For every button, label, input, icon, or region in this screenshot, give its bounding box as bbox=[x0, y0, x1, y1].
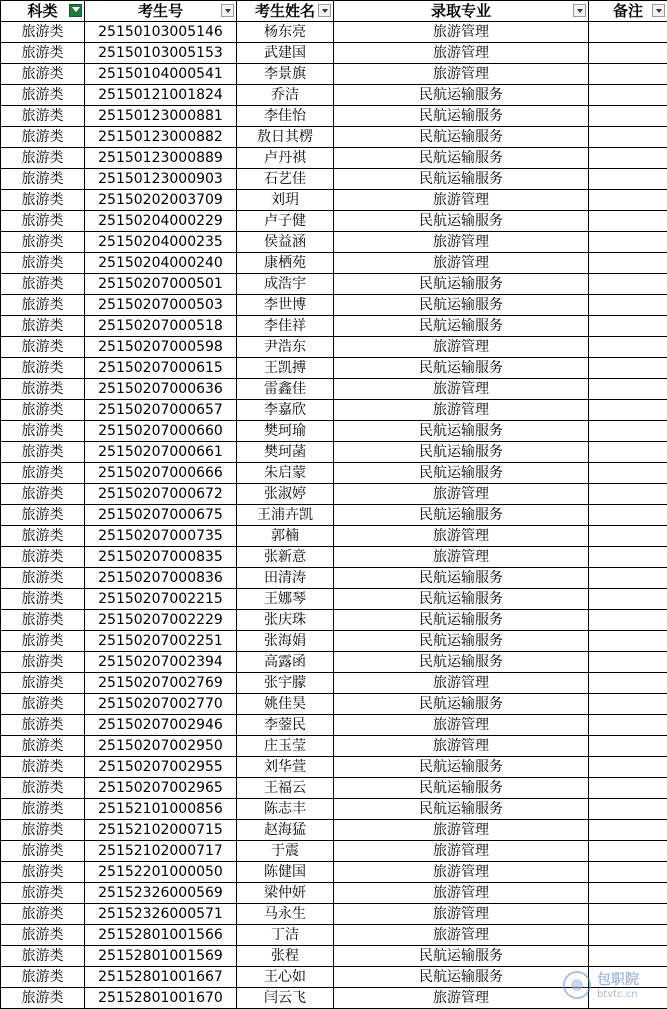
cell-major[interactable]: 旅游管理 bbox=[334, 862, 589, 883]
cell-remark[interactable] bbox=[589, 190, 667, 211]
cell-exam-no[interactable]: 25150207000661 bbox=[85, 442, 237, 463]
cell-name[interactable]: 李景旗 bbox=[237, 64, 334, 85]
cell-major[interactable]: 旅游管理 bbox=[334, 190, 589, 211]
cell-name[interactable]: 刘华萱 bbox=[237, 757, 334, 778]
table-row bbox=[1, 148, 667, 169]
cell-category[interactable]: 旅游类 bbox=[1, 379, 85, 400]
table-row bbox=[1, 64, 667, 85]
cell-remark[interactable] bbox=[589, 925, 667, 946]
cell-category[interactable]: 旅游类 bbox=[1, 526, 85, 547]
cell-category[interactable]: 旅游类 bbox=[1, 925, 85, 946]
cell-name[interactable]: 于震 bbox=[237, 841, 334, 862]
cell-exam-no[interactable]: 25150207000636 bbox=[85, 379, 237, 400]
header-exam-no-label: 考生号 bbox=[138, 2, 183, 20]
table-row bbox=[1, 274, 667, 295]
table-row bbox=[1, 862, 667, 883]
cell-name[interactable]: 刘玥 bbox=[237, 190, 334, 211]
cell-major[interactable]: 旅游管理 bbox=[334, 232, 589, 253]
cell-name[interactable]: 李佳祥 bbox=[237, 316, 334, 337]
cell-exam-no[interactable]: 25150207000836 bbox=[85, 568, 237, 589]
cell-exam-no[interactable]: 25152326000571 bbox=[85, 904, 237, 925]
cell-major[interactable]: 旅游管理 bbox=[334, 484, 589, 505]
table-row bbox=[1, 610, 667, 631]
cell-category[interactable]: 旅游类 bbox=[1, 610, 85, 631]
cell-remark[interactable] bbox=[589, 484, 667, 505]
table-row bbox=[1, 946, 667, 967]
cell-name[interactable]: 王心如 bbox=[237, 967, 334, 988]
filter-dropdown-icon[interactable] bbox=[573, 4, 586, 17]
cell-name[interactable]: 李佳怡 bbox=[237, 106, 334, 127]
cell-name[interactable]: 马永生 bbox=[237, 904, 334, 925]
cell-category[interactable]: 旅游类 bbox=[1, 589, 85, 610]
table-row bbox=[1, 841, 667, 862]
cell-major[interactable]: 民航运输服务 bbox=[334, 358, 589, 379]
table-row bbox=[1, 568, 667, 589]
cell-exam-no[interactable]: 25150123000882 bbox=[85, 127, 237, 148]
header-major bbox=[334, 1, 589, 22]
cell-name[interactable]: 张程 bbox=[237, 946, 334, 967]
cell-major[interactable]: 旅游管理 bbox=[334, 253, 589, 274]
cell-major[interactable]: 民航运输服务 bbox=[334, 442, 589, 463]
cell-name[interactable]: 王浦卉凯 bbox=[237, 505, 334, 526]
table-row bbox=[1, 925, 667, 946]
cell-category[interactable]: 旅游类 bbox=[1, 652, 85, 673]
cell-remark[interactable] bbox=[589, 358, 667, 379]
filter-dropdown-icon[interactable] bbox=[221, 4, 234, 17]
cell-category[interactable]: 旅游类 bbox=[1, 106, 85, 127]
cell-exam-no[interactable]: 25152102000715 bbox=[85, 820, 237, 841]
cell-exam-no[interactable]: 25152326000569 bbox=[85, 883, 237, 904]
cell-exam-no[interactable]: 25150202003709 bbox=[85, 190, 237, 211]
cell-name[interactable]: 石艺佳 bbox=[237, 169, 334, 190]
cell-major[interactable]: 民航运输服务 bbox=[334, 652, 589, 673]
header-exam-no bbox=[85, 1, 237, 22]
cell-major[interactable]: 民航运输服务 bbox=[334, 127, 589, 148]
table-row bbox=[1, 883, 667, 904]
cell-name[interactable]: 李蓥民 bbox=[237, 715, 334, 736]
table-row bbox=[1, 337, 667, 358]
cell-category[interactable]: 旅游类 bbox=[1, 988, 85, 1009]
cell-remark[interactable] bbox=[589, 232, 667, 253]
cell-exam-no[interactable]: 25150123000889 bbox=[85, 148, 237, 169]
table-row bbox=[1, 442, 667, 463]
cell-exam-no[interactable]: 25152101000856 bbox=[85, 799, 237, 820]
cell-major[interactable]: 民航运输服务 bbox=[334, 106, 589, 127]
cell-category[interactable]: 旅游类 bbox=[1, 295, 85, 316]
cell-name[interactable]: 张海娟 bbox=[237, 631, 334, 652]
cell-category[interactable]: 旅游类 bbox=[1, 148, 85, 169]
cell-category[interactable]: 旅游类 bbox=[1, 232, 85, 253]
cell-remark[interactable] bbox=[589, 253, 667, 274]
cell-category[interactable]: 旅游类 bbox=[1, 64, 85, 85]
cell-remark[interactable] bbox=[589, 778, 667, 799]
cell-name[interactable]: 张新意 bbox=[237, 547, 334, 568]
cell-category[interactable]: 旅游类 bbox=[1, 799, 85, 820]
table-row bbox=[1, 400, 667, 421]
table-row bbox=[1, 85, 667, 106]
cell-major[interactable]: 民航运输服务 bbox=[334, 568, 589, 589]
cell-category[interactable]: 旅游类 bbox=[1, 463, 85, 484]
cell-remark[interactable] bbox=[589, 652, 667, 673]
cell-name[interactable]: 李世博 bbox=[237, 295, 334, 316]
cell-major[interactable]: 旅游管理 bbox=[334, 988, 589, 1009]
cell-name[interactable]: 乔洁 bbox=[237, 85, 334, 106]
cell-name[interactable]: 赵海猛 bbox=[237, 820, 334, 841]
cell-category[interactable]: 旅游类 bbox=[1, 337, 85, 358]
cell-name[interactable]: 王凯搏 bbox=[237, 358, 334, 379]
cell-exam-no[interactable]: 25150103005153 bbox=[85, 43, 237, 64]
header-category-label: 科类 bbox=[27, 2, 57, 20]
cell-remark[interactable] bbox=[589, 589, 667, 610]
cell-category[interactable]: 旅游类 bbox=[1, 43, 85, 64]
cell-exam-no[interactable]: 25152801001569 bbox=[85, 946, 237, 967]
cell-exam-no[interactable]: 25150207000657 bbox=[85, 400, 237, 421]
cell-major[interactable]: 民航运输服务 bbox=[334, 85, 589, 106]
cell-exam-no[interactable]: 25150104000541 bbox=[85, 64, 237, 85]
cell-exam-no[interactable]: 25150207000660 bbox=[85, 421, 237, 442]
cell-major[interactable]: 民航运输服务 bbox=[334, 211, 589, 232]
cell-exam-no[interactable]: 25150207000735 bbox=[85, 526, 237, 547]
table-row bbox=[1, 232, 667, 253]
cell-major[interactable]: 民航运输服务 bbox=[334, 631, 589, 652]
cell-category[interactable]: 旅游类 bbox=[1, 484, 85, 505]
cell-major[interactable]: 旅游管理 bbox=[334, 673, 589, 694]
cell-major[interactable]: 民航运输服务 bbox=[334, 316, 589, 337]
table-row bbox=[1, 253, 667, 274]
cell-major[interactable]: 旅游管理 bbox=[334, 715, 589, 736]
cell-exam-no[interactable]: 25150207000666 bbox=[85, 463, 237, 484]
cell-exam-no[interactable]: 25150204000229 bbox=[85, 211, 237, 232]
cell-exam-no[interactable]: 25150123000881 bbox=[85, 106, 237, 127]
cell-category[interactable]: 旅游类 bbox=[1, 85, 85, 106]
cell-remark[interactable] bbox=[589, 841, 667, 862]
filter-dropdown-icon[interactable] bbox=[318, 4, 331, 17]
filter-dropdown-icon[interactable] bbox=[652, 4, 665, 17]
cell-name[interactable]: 李嘉欣 bbox=[237, 400, 334, 421]
watermark-logo bbox=[563, 967, 663, 1005]
cell-major[interactable]: 民航运输服务 bbox=[334, 169, 589, 190]
cell-major[interactable]: 旅游管理 bbox=[334, 526, 589, 547]
cell-remark[interactable] bbox=[589, 631, 667, 652]
table-row bbox=[1, 463, 667, 484]
cell-exam-no[interactable]: 25150207000835 bbox=[85, 547, 237, 568]
cell-category[interactable]: 旅游类 bbox=[1, 274, 85, 295]
table-row bbox=[1, 652, 667, 673]
cell-category[interactable]: 旅游类 bbox=[1, 841, 85, 862]
cell-major[interactable]: 旅游管理 bbox=[334, 43, 589, 64]
cell-category[interactable]: 旅游类 bbox=[1, 757, 85, 778]
table-row bbox=[1, 421, 667, 442]
cell-category[interactable]: 旅游类 bbox=[1, 127, 85, 148]
cell-exam-no[interactable]: 25150207002769 bbox=[85, 673, 237, 694]
table-row bbox=[1, 43, 667, 64]
cell-major[interactable]: 旅游管理 bbox=[334, 64, 589, 85]
cell-exam-no[interactable]: 25150207002251 bbox=[85, 631, 237, 652]
cell-remark[interactable] bbox=[589, 379, 667, 400]
cell-remark[interactable] bbox=[589, 610, 667, 631]
table-row bbox=[1, 757, 667, 778]
table-row bbox=[1, 715, 667, 736]
cell-exam-no[interactable]: 25152102000717 bbox=[85, 841, 237, 862]
cell-major[interactable]: 民航运输服务 bbox=[334, 778, 589, 799]
cell-category[interactable]: 旅游类 bbox=[1, 778, 85, 799]
table-row bbox=[1, 484, 667, 505]
cell-name[interactable]: 雷鑫佳 bbox=[237, 379, 334, 400]
table-row bbox=[1, 778, 667, 799]
cell-major[interactable]: 民航运输服务 bbox=[334, 589, 589, 610]
cell-major[interactable]: 旅游管理 bbox=[334, 547, 589, 568]
cell-exam-no[interactable]: 25152201000050 bbox=[85, 862, 237, 883]
header-major-label: 录取专业 bbox=[431, 2, 491, 20]
table-row bbox=[1, 589, 667, 610]
cell-exam-no[interactable]: 25150207000518 bbox=[85, 316, 237, 337]
cell-major[interactable]: 旅游管理 bbox=[334, 736, 589, 757]
cell-name[interactable]: 樊珂菡 bbox=[237, 442, 334, 463]
cell-remark[interactable] bbox=[589, 106, 667, 127]
cell-remark[interactable] bbox=[589, 127, 667, 148]
cell-name[interactable]: 高露函 bbox=[237, 652, 334, 673]
cell-name[interactable]: 姚佳昊 bbox=[237, 694, 334, 715]
watermark-url: btvtc.cn bbox=[597, 989, 638, 1000]
table-row bbox=[1, 820, 667, 841]
cell-remark[interactable] bbox=[589, 211, 667, 232]
cell-category[interactable]: 旅游类 bbox=[1, 547, 85, 568]
cell-name[interactable]: 梁仲妍 bbox=[237, 883, 334, 904]
table-row bbox=[1, 904, 667, 925]
cell-remark[interactable] bbox=[589, 547, 667, 568]
cell-name[interactable]: 杨东亮 bbox=[237, 22, 334, 43]
cell-remark[interactable] bbox=[589, 694, 667, 715]
table-row bbox=[1, 106, 667, 127]
school-emblem-icon bbox=[563, 971, 591, 999]
table-row bbox=[1, 631, 667, 652]
table-row bbox=[1, 799, 667, 820]
cell-exam-no[interactable]: 25150123000903 bbox=[85, 169, 237, 190]
cell-exam-no[interactable]: 25150207002950 bbox=[85, 736, 237, 757]
cell-exam-no[interactable]: 25150207002946 bbox=[85, 715, 237, 736]
cell-major[interactable]: 旅游管理 bbox=[334, 883, 589, 904]
cell-name[interactable]: 闫云飞 bbox=[237, 988, 334, 1009]
cell-remark[interactable] bbox=[589, 568, 667, 589]
cell-remark[interactable] bbox=[589, 904, 667, 925]
cell-remark[interactable] bbox=[589, 85, 667, 106]
cell-category[interactable]: 旅游类 bbox=[1, 253, 85, 274]
cell-category[interactable]: 旅游类 bbox=[1, 631, 85, 652]
cell-remark[interactable] bbox=[589, 715, 667, 736]
cell-name[interactable]: 敖日其楞 bbox=[237, 127, 334, 148]
cell-remark[interactable] bbox=[589, 673, 667, 694]
cell-name[interactable]: 田清涛 bbox=[237, 568, 334, 589]
cell-exam-no[interactable]: 25150207002955 bbox=[85, 757, 237, 778]
cell-major[interactable]: 旅游管理 bbox=[334, 379, 589, 400]
cell-category[interactable]: 旅游类 bbox=[1, 883, 85, 904]
cell-exam-no[interactable]: 25150121001824 bbox=[85, 85, 237, 106]
cell-exam-no[interactable]: 25150207002965 bbox=[85, 778, 237, 799]
cell-remark[interactable] bbox=[589, 463, 667, 484]
cell-name[interactable]: 尹浩东 bbox=[237, 337, 334, 358]
cell-category[interactable]: 旅游类 bbox=[1, 736, 85, 757]
cell-remark[interactable] bbox=[589, 421, 667, 442]
header-remark bbox=[589, 1, 667, 22]
header-remark-label: 备注 bbox=[613, 2, 643, 20]
cell-name[interactable]: 成浩宇 bbox=[237, 274, 334, 295]
table-row bbox=[1, 127, 667, 148]
cell-exam-no[interactable]: 25150207000615 bbox=[85, 358, 237, 379]
cell-remark[interactable] bbox=[589, 736, 667, 757]
cell-category[interactable]: 旅游类 bbox=[1, 400, 85, 421]
cell-remark[interactable] bbox=[589, 64, 667, 85]
header-name-label: 考生姓名 bbox=[255, 2, 315, 20]
cell-category[interactable]: 旅游类 bbox=[1, 904, 85, 925]
cell-remark[interactable] bbox=[589, 757, 667, 778]
cell-exam-no[interactable]: 25150207000501 bbox=[85, 274, 237, 295]
cell-remark[interactable] bbox=[589, 442, 667, 463]
cell-category[interactable]: 旅游类 bbox=[1, 190, 85, 211]
cell-category[interactable]: 旅游类 bbox=[1, 211, 85, 232]
cell-major[interactable]: 民航运输服务 bbox=[334, 463, 589, 484]
table-row bbox=[1, 673, 667, 694]
cell-remark[interactable] bbox=[589, 148, 667, 169]
cell-major[interactable]: 民航运输服务 bbox=[334, 274, 589, 295]
cell-name[interactable]: 康栖苑 bbox=[237, 253, 334, 274]
cell-name[interactable]: 张淑婷 bbox=[237, 484, 334, 505]
filter-active-icon[interactable] bbox=[69, 4, 82, 17]
cell-remark[interactable] bbox=[589, 316, 667, 337]
cell-category[interactable]: 旅游类 bbox=[1, 22, 85, 43]
cell-category[interactable]: 旅游类 bbox=[1, 820, 85, 841]
cell-name[interactable]: 陈健国 bbox=[237, 862, 334, 883]
cell-category[interactable]: 旅游类 bbox=[1, 505, 85, 526]
cell-exam-no[interactable]: 25150207002215 bbox=[85, 589, 237, 610]
cell-major[interactable]: 旅游管理 bbox=[334, 22, 589, 43]
cell-category[interactable]: 旅游类 bbox=[1, 967, 85, 988]
cell-name[interactable]: 王福云 bbox=[237, 778, 334, 799]
cell-name[interactable]: 樊珂瑜 bbox=[237, 421, 334, 442]
cell-major[interactable]: 民航运输服务 bbox=[334, 946, 589, 967]
cell-category[interactable]: 旅游类 bbox=[1, 694, 85, 715]
table-row bbox=[1, 295, 667, 316]
table-row bbox=[1, 316, 667, 337]
cell-major[interactable]: 旅游管理 bbox=[334, 925, 589, 946]
header-category bbox=[1, 1, 85, 22]
cell-name[interactable]: 陈志丰 bbox=[237, 799, 334, 820]
cell-major[interactable]: 民航运输服务 bbox=[334, 799, 589, 820]
cell-category[interactable]: 旅游类 bbox=[1, 862, 85, 883]
cell-major[interactable]: 旅游管理 bbox=[334, 400, 589, 421]
table-row bbox=[1, 358, 667, 379]
cell-remark[interactable] bbox=[589, 43, 667, 64]
cell-name[interactable]: 张宇朦 bbox=[237, 673, 334, 694]
cell-remark[interactable] bbox=[589, 820, 667, 841]
cell-major[interactable]: 民航运输服务 bbox=[334, 295, 589, 316]
table-row bbox=[1, 379, 667, 400]
cell-category[interactable]: 旅游类 bbox=[1, 316, 85, 337]
cell-major[interactable]: 民航运输服务 bbox=[334, 694, 589, 715]
cell-remark[interactable] bbox=[589, 946, 667, 967]
cell-category[interactable]: 旅游类 bbox=[1, 421, 85, 442]
cell-remark[interactable] bbox=[589, 337, 667, 358]
cell-exam-no[interactable]: 25150204000235 bbox=[85, 232, 237, 253]
table-row bbox=[1, 505, 667, 526]
cell-category[interactable]: 旅游类 bbox=[1, 715, 85, 736]
cell-remark[interactable] bbox=[589, 799, 667, 820]
cell-major[interactable]: 旅游管理 bbox=[334, 820, 589, 841]
cell-exam-no[interactable]: 25150207002229 bbox=[85, 610, 237, 631]
cell-major[interactable]: 旅游管理 bbox=[334, 337, 589, 358]
watermark-title: 包职院 bbox=[597, 969, 639, 989]
cell-major[interactable]: 民航运输服务 bbox=[334, 967, 589, 988]
cell-major[interactable]: 民航运输服务 bbox=[334, 505, 589, 526]
cell-exam-no[interactable]: 25150207000598 bbox=[85, 337, 237, 358]
cell-exam-no[interactable]: 25150207002770 bbox=[85, 694, 237, 715]
cell-remark[interactable] bbox=[589, 526, 667, 547]
cell-name[interactable]: 侯益涵 bbox=[237, 232, 334, 253]
cell-remark[interactable] bbox=[589, 274, 667, 295]
cell-remark[interactable] bbox=[589, 400, 667, 421]
table-row bbox=[1, 694, 667, 715]
cell-name[interactable]: 武建国 bbox=[237, 43, 334, 64]
cell-exam-no[interactable]: 25150207002394 bbox=[85, 652, 237, 673]
cell-exam-no[interactable]: 25150207000503 bbox=[85, 295, 237, 316]
header-name bbox=[237, 1, 334, 22]
cell-name[interactable]: 郭楠 bbox=[237, 526, 334, 547]
cell-category[interactable]: 旅游类 bbox=[1, 169, 85, 190]
cell-category[interactable]: 旅游类 bbox=[1, 358, 85, 379]
cell-category[interactable]: 旅游类 bbox=[1, 442, 85, 463]
cell-exam-no[interactable]: 25152801001667 bbox=[85, 967, 237, 988]
table-row bbox=[1, 190, 667, 211]
cell-name[interactable]: 卢子健 bbox=[237, 211, 334, 232]
cell-name[interactable]: 卢丹祺 bbox=[237, 148, 334, 169]
cell-category[interactable]: 旅游类 bbox=[1, 673, 85, 694]
cell-exam-no[interactable]: 25150204000240 bbox=[85, 253, 237, 274]
cell-major[interactable]: 旅游管理 bbox=[334, 841, 589, 862]
header-row bbox=[1, 1, 667, 22]
cell-name[interactable]: 王娜琴 bbox=[237, 589, 334, 610]
cell-major[interactable]: 旅游管理 bbox=[334, 904, 589, 925]
cell-remark[interactable] bbox=[589, 862, 667, 883]
cell-name[interactable]: 张庆珠 bbox=[237, 610, 334, 631]
cell-major[interactable]: 民航运输服务 bbox=[334, 421, 589, 442]
cell-name[interactable]: 庄玉莹 bbox=[237, 736, 334, 757]
table-row bbox=[1, 211, 667, 232]
table-row bbox=[1, 526, 667, 547]
table-body bbox=[1, 22, 667, 1009]
cell-exam-no[interactable]: 25152801001670 bbox=[85, 988, 237, 1009]
cell-remark[interactable] bbox=[589, 883, 667, 904]
cell-remark[interactable] bbox=[589, 505, 667, 526]
cell-name[interactable]: 丁洁 bbox=[237, 925, 334, 946]
cell-remark[interactable] bbox=[589, 295, 667, 316]
cell-name[interactable]: 朱启蒙 bbox=[237, 463, 334, 484]
cell-category[interactable]: 旅游类 bbox=[1, 946, 85, 967]
cell-exam-no[interactable]: 25150103005146 bbox=[85, 22, 237, 43]
table-row bbox=[1, 547, 667, 568]
cell-remark[interactable] bbox=[589, 169, 667, 190]
cell-major[interactable]: 民航运输服务 bbox=[334, 757, 589, 778]
table-row bbox=[1, 169, 667, 190]
table-row bbox=[1, 22, 667, 43]
cell-exam-no[interactable]: 25150207000675 bbox=[85, 505, 237, 526]
cell-major[interactable]: 民航运输服务 bbox=[334, 148, 589, 169]
table-row bbox=[1, 736, 667, 757]
cell-exam-no[interactable]: 25152801001566 bbox=[85, 925, 237, 946]
cell-category[interactable]: 旅游类 bbox=[1, 568, 85, 589]
cell-major[interactable]: 民航运输服务 bbox=[334, 610, 589, 631]
cell-exam-no[interactable]: 25150207000672 bbox=[85, 484, 237, 505]
cell-remark[interactable] bbox=[589, 22, 667, 43]
